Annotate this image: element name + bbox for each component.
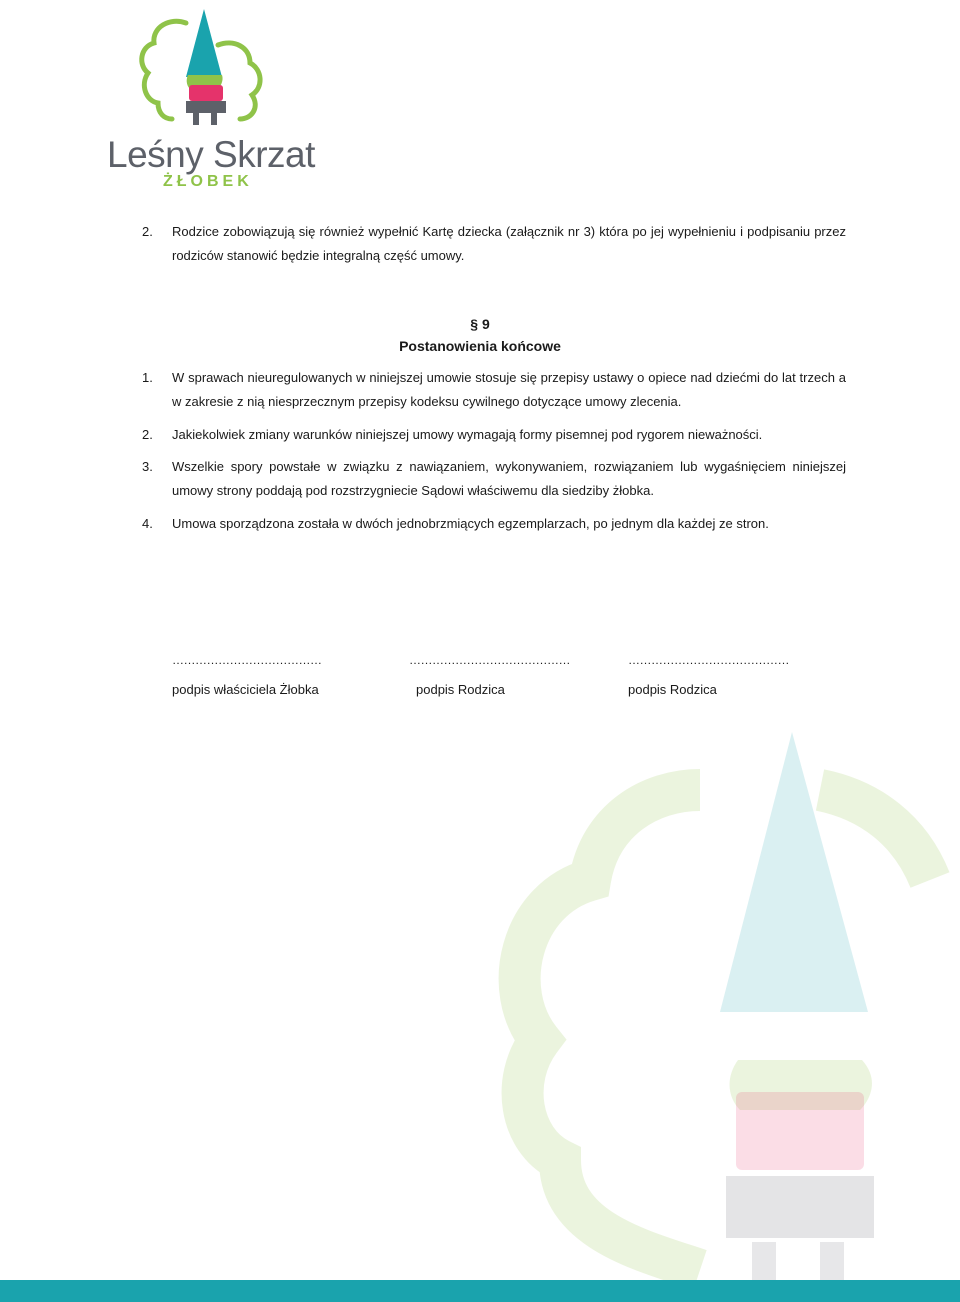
face-watermark bbox=[736, 1092, 864, 1170]
signature-line-owner: ………………………………… bbox=[172, 653, 322, 667]
list-item bbox=[142, 423, 846, 447]
item-number: 4. bbox=[142, 516, 153, 531]
item-number: 2. bbox=[142, 427, 153, 442]
item-text: Jakiekolwiek zmiany warunków niniejszej umowy wymagają formy pisemnej pod rygorem nieważności. bbox=[172, 427, 763, 442]
item-text: W sprawach nieuregulowanych w niniejszej umowie stosuje się przepisy ustawy o opiece nad dziećmi do lat trzech a w zakresie z nią niesprzecznym przepisy kodeksu cywilnego dotyczące umowy zlecenia. bbox=[172, 370, 846, 409]
section-number: § 9 bbox=[470, 316, 490, 332]
signature-line-parent-2: …………………………………… bbox=[628, 653, 789, 667]
signature-label-parent-1: podpis Rodzica bbox=[416, 682, 505, 697]
list-item bbox=[142, 366, 846, 414]
footer-bar bbox=[0, 1280, 960, 1302]
list-item bbox=[142, 455, 846, 503]
section-title: Postanowienia końcowe bbox=[399, 338, 561, 354]
leg-left-watermark bbox=[752, 1242, 776, 1282]
list-item bbox=[142, 220, 846, 268]
item-number: 1. bbox=[142, 370, 153, 385]
signature-label-owner: podpis właściciela Żłobka bbox=[172, 682, 319, 697]
item-number: 3. bbox=[142, 459, 153, 474]
signature-label-parent-2: podpis Rodzica bbox=[628, 682, 717, 697]
leg-right-watermark bbox=[820, 1242, 844, 1282]
signature-line-parent-1: …………………………………… bbox=[409, 653, 570, 667]
list-item bbox=[142, 512, 846, 536]
hat-watermark bbox=[720, 732, 868, 1012]
item-number: 2. bbox=[142, 224, 153, 239]
item-text: Wszelkie spory powstałe w związku z nawiązaniem, wykonywaniem, rozwiązaniem lub wygaśnięciem niniejszej umowy strony poddają pod rozstrzygniecie Sądowi właściwemu dla siedziby żłobka. bbox=[172, 459, 846, 498]
item-text: Rodzice zobowiązują się również wypełnić Kartę dziecka (załącznik nr 3) która po jej wypełnieniu i podpisaniu przez rodziców stanowić będzie integralną część umowy. bbox=[172, 224, 846, 263]
item-text: Umowa sporządzona została w dwóch jednobrzmiących egzemplarzach, po jednym dla każdej ze stron. bbox=[172, 516, 769, 531]
logo-subtitle: ŻŁOBEK bbox=[163, 173, 253, 190]
body-watermark bbox=[726, 1176, 874, 1238]
logo-brand-name: Leśny Skrzat bbox=[107, 134, 315, 175]
